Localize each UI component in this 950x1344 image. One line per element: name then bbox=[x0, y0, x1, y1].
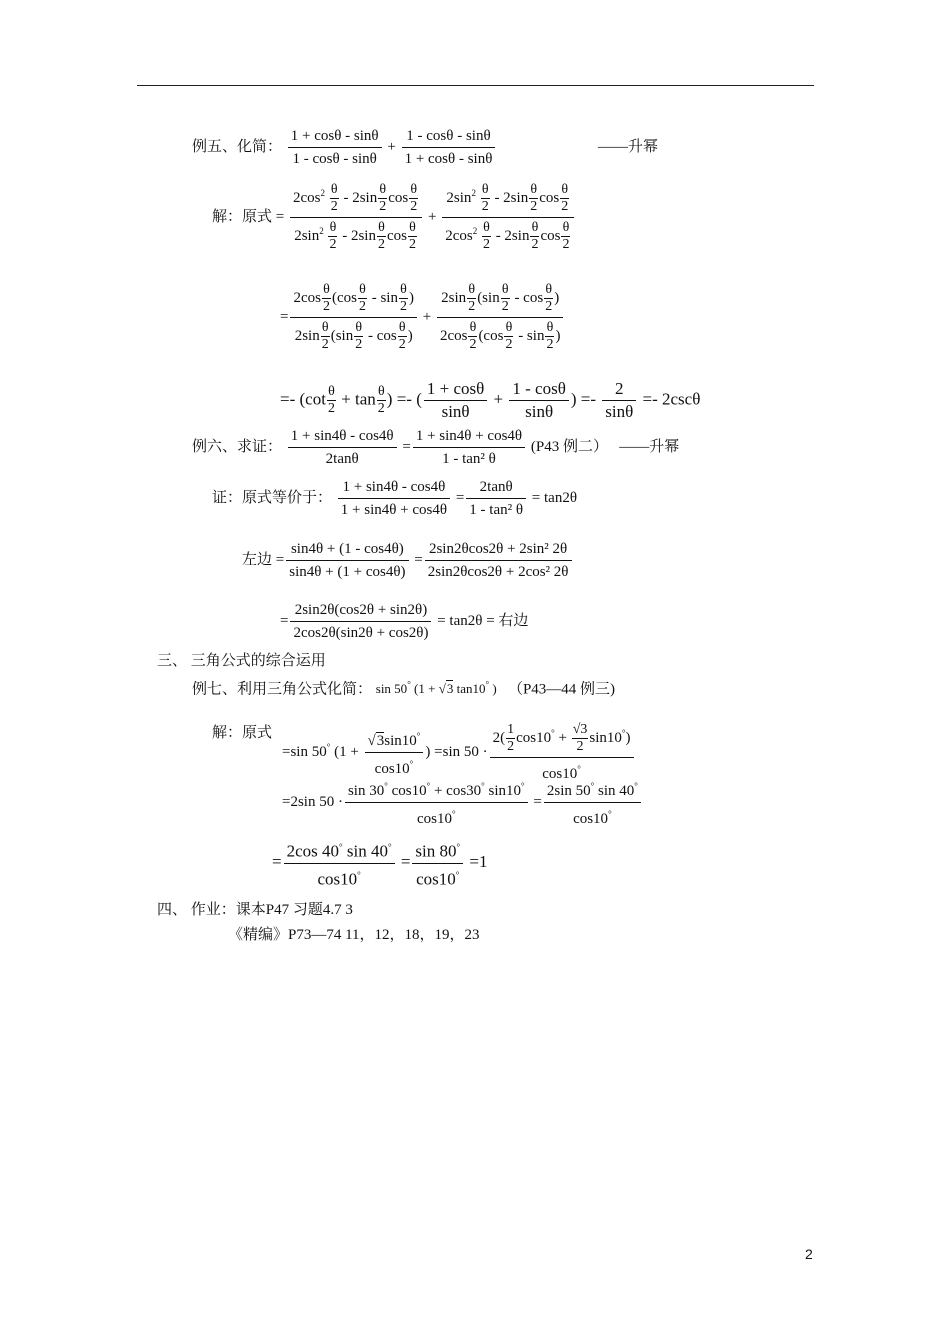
example-5-statement: 例五、化简： $\frac{1 + \cos\theta - \sin\theta}{1 - \cos\theta - \sin\theta}$ + $\frac{1 - \cos\theta - \sin\theta}{1 + \cos\theta - \sin\theta}$ bbox=[192, 127, 497, 168]
ex5-fraction-1: $\frac{1 + \cos\theta - \sin\theta}{1 - \cos\theta - \sin\theta}$ bbox=[288, 127, 382, 168]
ex5-s1-fraction-1: $2\cos^2$ $\frac{\theta}{2}$ - 2sin $\frac{\theta}{2}$ cos $\frac{\theta}{2}$ $2\sin^2$ $\frac{\theta}{2}$ - 2sin $\frac{\theta}{2}$ cos $\frac{\theta}{2}$ bbox=[290, 182, 422, 253]
example-6-label: 例六、求证： bbox=[192, 438, 283, 455]
ex5-solution-label: 解：原式 = bbox=[212, 208, 285, 225]
ex5-s2-fraction-1: 2cos $\frac{\theta}{2}$ (cos $\frac{\theta}{2}$ - sin $\frac{\theta}{2}$ ) 2sin $\frac{\theta}{2}$ (sin $\frac{\theta}{2}$ - cos $\frac{\theta}{2}$ ) bbox=[290, 282, 417, 353]
ex5-note: ——升幂 bbox=[598, 139, 659, 155]
example-5-label: 例五、化简： bbox=[192, 138, 283, 155]
ex5-solution-step-1: 解：原式 = $2\cos^2$ $\frac{\theta}{2}$ - 2sin $\frac{\theta}{2}$ cos $\frac{\theta}{2}$ $2\sin^2$ $\frac{\theta}{2}$ - 2sin $\frac{\theta}{2}$ cos $\frac{\theta}{2}$ + $2\sin^2$ $\frac{\theta}{2}$ - 2sin $\frac{\theta}{2}$ cos $\frac{\theta}{2}$ $2\cos^2$ $\frac{\theta}{2}$ - 2sin $\frac{\theta}{2}$ cos $\frac{\theta}{2}$ bbox=[212, 182, 576, 253]
ex5-solution-step-2: = 2cos $\frac{\theta}{2}$ (cos $\frac{\theta}{2}$ - sin $\frac{\theta}{2}$ ) 2sin $\frac{\theta}{2}$ (sin $\frac{\theta}{2}$ - cos $\frac{\theta}{2}$ ) + 2sin $\frac{\theta}{2}$ (sin $\frac{\theta}{2}$ - cos $\frac{\theta}{2}$ ) 2cos $\frac{\theta}{2}$ (cos $\frac{\theta}{2}$ - sin $\frac{\theta}{2}$ ) bbox=[280, 282, 565, 353]
ex6-reference: (P43 例二） bbox=[530, 438, 608, 455]
section-3-heading: 三、 三角公式的综合运用 bbox=[157, 653, 326, 669]
ex6-left-label: 左边 bbox=[242, 551, 273, 568]
ex6-left-side-step-2: = $\frac{2\sin 2\theta(\cos 2\theta + \sin 2\theta)}{2\cos 2\theta(\sin 2\theta + \cos 2\theta)}$ = tan2θ = 右边 bbox=[280, 602, 529, 641]
ex5-solution-step-3: =- (cot $\frac{\theta}{2}$ + tan $\frac{\theta}{2}$ ) =- ( $\frac{1 + \cos\theta}{\sin\theta}$ + $\frac{1 - \cos\theta}{\sin\theta}$ ) =- $\frac{2}{\sin\theta}$ =- 2cscθ bbox=[280, 379, 701, 421]
section-4-homework-2: 《精编》P73—74 11，12，18，19，23 bbox=[228, 927, 480, 943]
ex6-proof-equivalent: 证：原式等价于： $\frac{1 + \sin 4\theta - \cos 4\theta}{1 + \sin 4\theta + \cos 4\theta}$ = $\frac{2\tan\theta}{\text{1 - tan² θ}}$ = tan2θ bbox=[212, 479, 578, 518]
ex5-s2-fraction-2: 2sin $\frac{\theta}{2}$ (sin $\frac{\theta}{2}$ - cos $\frac{\theta}{2}$ ) 2cos $\frac{\theta}{2}$ (cos $\frac{\theta}{2}$ - sin $\frac{\theta}{2}$ ) bbox=[437, 282, 564, 353]
ex6-proof-label: 证：原式等价于： bbox=[212, 489, 333, 506]
header-rule bbox=[137, 85, 814, 86]
ex5-fraction-2: $\frac{1 - \cos\theta - \sin\theta}{1 + \cos\theta - \sin\theta}$ bbox=[402, 127, 496, 168]
ex6-rhs: $\frac{1 + \sin 4\theta + \cos 4\theta}{\text{1 - tan² θ}}$ bbox=[413, 427, 525, 468]
example-7-reference: （P43—44 例三) bbox=[507, 681, 616, 698]
example-7-label: 例七、利用三角公式化简： bbox=[192, 681, 373, 698]
section-4-homework: 四、 作业：课本P47 习题4.7 3 bbox=[157, 902, 353, 918]
example-7-statement: 例七、利用三角公式化简： sin 50° (1 + √3 tan10° ) （P43—44 例三) bbox=[192, 680, 616, 698]
ex6-left-side-step-1: 左边 = $\frac{\sin 4\theta + (1 - \cos 4\theta)}{\sin 4\theta + (1 + \cos 4\theta)}$ = $\frac{\text{2sin2θcos2θ + 2sin² 2θ}}{\text{2sin2θcos2θ + 2cos² 2θ}}$ bbox=[242, 540, 574, 581]
ex7-solution-step-2: =2sin 50 · $\frac{\sin 30^\circ \cos 10^\circ + \cos 30^\circ \sin 10^\circ}{\cos 10^\circ}$ = $\frac{2\sin 50^\circ \sin 40^\circ}{\cos 10^\circ}$ bbox=[282, 777, 643, 828]
ex7-solution-step-1: =sin 50° (1 + $\frac{√3\sin 10^\circ}{\cos 10^\circ}$ ) =sin 50 · 2( $\frac{1}{2}$ cos10° + $\frac{√3}{2}$ sin10°) cos10° bbox=[282, 722, 636, 783]
page-number: 2 bbox=[805, 1246, 813, 1262]
ex6-note: ——升幂 bbox=[619, 438, 680, 455]
ex6-lhs: $\frac{1 + \sin 4\theta - \cos 4\theta}{2\tan\theta}$ bbox=[288, 427, 397, 468]
ex7-solution-step-3: = $\frac{2\cos 40^\circ \sin 40^\circ}{\cos 10^\circ}$ = $\frac{\sin 80^\circ}{\cos 10^\circ}$ =1 bbox=[272, 838, 487, 888]
ex5-s1-fraction-2: $2\sin^2$ $\frac{\theta}{2}$ - 2sin $\frac{\theta}{2}$ cos $\frac{\theta}{2}$ $2\cos^2$ $\frac{\theta}{2}$ - 2sin $\frac{\theta}{2}$ cos $\frac{\theta}{2}$ bbox=[442, 182, 574, 253]
ex7-solution-label: 解：原式 bbox=[212, 725, 273, 741]
example-6-statement: 例六、求证： $\frac{1 + \sin 4\theta - \cos 4\theta}{2\tan\theta}$ = $\frac{1 + \sin 4\theta + \cos 4\theta}{\text{1 - tan² θ}}$ (P43 例二） ——升幂 bbox=[192, 428, 680, 467]
